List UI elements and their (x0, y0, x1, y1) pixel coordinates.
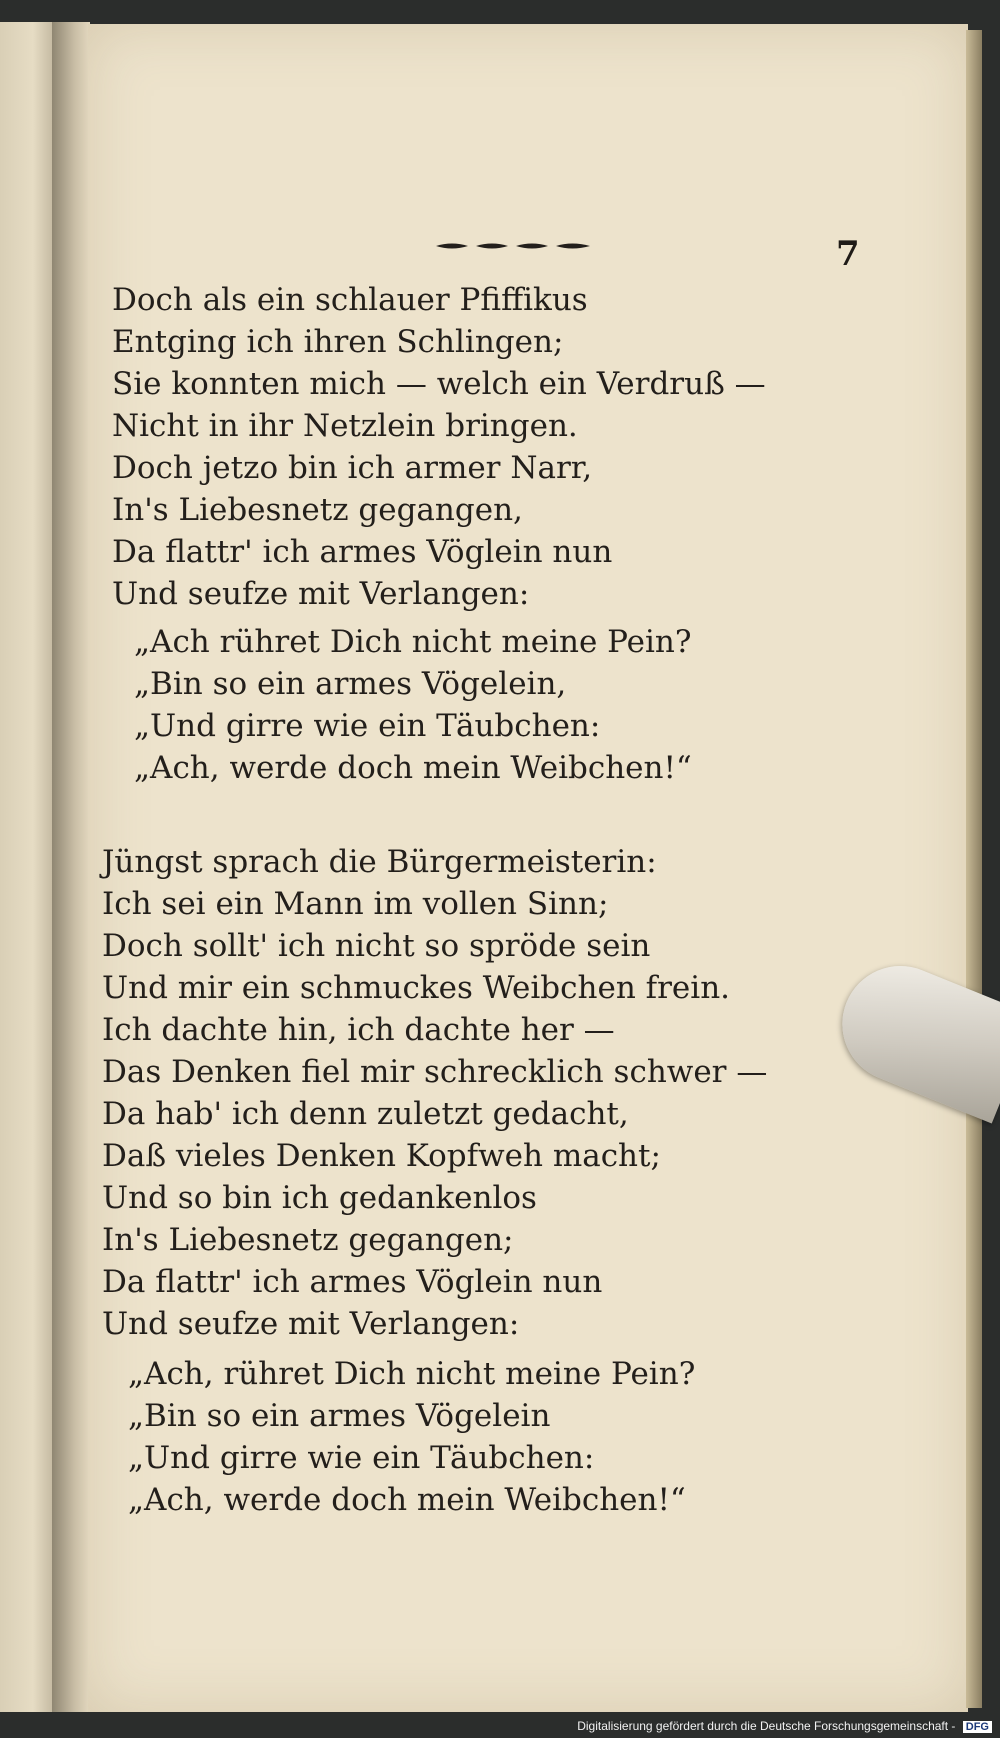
refrain-line: „Bin so ein armes Vögelein (128, 1398, 551, 1434)
book-page (88, 24, 968, 1712)
poem-line: Sie konnten mich — welch ein Verdruß — (112, 366, 766, 402)
footer-credit (577, 1719, 992, 1733)
page-number: 7 (836, 234, 860, 274)
poem-line: Nicht in ihr Netzlein bringen. (112, 408, 578, 444)
poem-line: Doch sollt' ich nicht so spröde sein (102, 928, 651, 964)
poem-line: Daß vieles Denken Kopfweh macht; (102, 1138, 661, 1174)
poem-line: In's Liebesnetz gegangen; (102, 1222, 514, 1258)
refrain-line: „Ach, werde doch mein Weibchen!“ (134, 750, 692, 786)
poem-line: Ich dachte hin, ich dachte her — (102, 1012, 615, 1048)
poem-line: Doch als ein schlauer Pfiffikus (112, 282, 588, 318)
book-gutter (52, 22, 90, 1712)
poem-line: Jüngst sprach die Bürgermeisterin: (102, 844, 657, 880)
facing-page-edge (0, 22, 60, 1712)
refrain-line: „Und girre wie ein Täubchen: (128, 1440, 595, 1476)
dfg-logo: DFG (963, 1721, 992, 1733)
poem-line: Da hab' ich denn zuletzt gedacht, (102, 1096, 629, 1132)
ornament-rule (434, 240, 594, 252)
poem-line: Ich sei ein Mann im vollen Sinn; (102, 886, 609, 922)
page-stack-edge (966, 30, 982, 1708)
poem-line: Und so bin ich gedankenlos (102, 1180, 537, 1216)
poem-line: Doch jetzo bin ich armer Narr, (112, 450, 593, 486)
poem-line: Und mir ein schmuckes Weibchen frein. (102, 970, 731, 1006)
poem-line: Da flattr' ich armes Vöglein nun (112, 534, 613, 570)
refrain-line: „Ach rühret Dich nicht meine Pein? (134, 624, 692, 660)
poem-line: Das Denken fiel mir schrecklich schwer — (102, 1054, 768, 1090)
poem-line: In's Liebesnetz gegangen, (112, 492, 523, 528)
refrain-line: „Ach, werde doch mein Weibchen!“ (128, 1482, 686, 1518)
refrain-line: „Ach, rühret Dich nicht meine Pein? (128, 1356, 696, 1392)
poem-line: Und seufze mit Verlangen: (102, 1306, 520, 1342)
poem-line: Und seufze mit Verlangen: (112, 576, 530, 612)
footer-credit-text: Digitalisierung gefördert durch die Deutsche Forschungsgemeinschaft - (577, 1719, 956, 1733)
poem-line: Da flattr' ich armes Vöglein nun (102, 1264, 603, 1300)
poem-line: Entging ich ihren Schlingen; (112, 324, 564, 360)
refrain-line: „Und girre wie ein Täubchen: (134, 708, 601, 744)
refrain-line: „Bin so ein armes Vögelein, (134, 666, 567, 702)
